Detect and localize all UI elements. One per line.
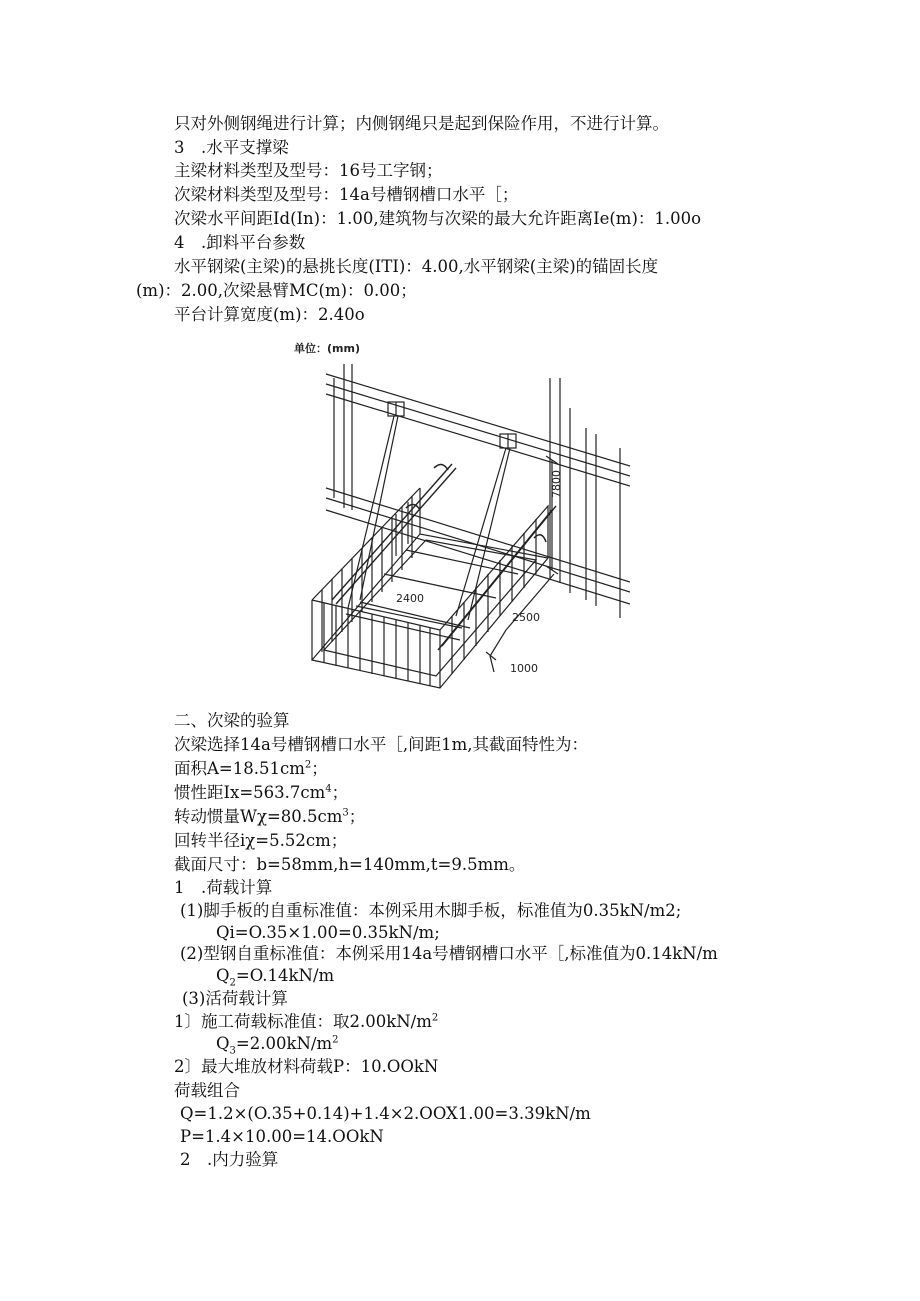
text-line: 次梁水平间距Id(In)：1.00,建筑物与次梁的最大允许距离Ie(m)：1.00o [174, 209, 702, 228]
section-heading-horizontal-beam: 3 .水平支撑梁 [174, 138, 289, 157]
platform-diagram [290, 338, 630, 698]
text-line: 2〕最大堆放材料荷载P：10.OOkN [174, 1057, 439, 1076]
subsection-heading-loads: 1 .荷载计算 [174, 878, 273, 897]
text-line: (3)活荷载计算 [182, 989, 288, 1008]
text-line: 次梁选择14a号槽钢槽口水平［,间距1m,其截面特性为： [174, 735, 588, 754]
section-heading-platform-params: 4 .卸料平台参数 [174, 233, 306, 252]
formula-line: P=1.4×10.00=14.OOkN [180, 1127, 384, 1146]
dimension-7800: 7800 [550, 470, 563, 498]
text-line: 回转半径iχ=5.52cm； [174, 831, 348, 850]
formula-line: Q=1.2×(O.35+0.14)+1.4×2.OOX1.00=3.39kN∕m [180, 1104, 591, 1123]
formula-line: $Q_3=2.00kN∕m^2$ [216, 1034, 339, 1057]
formula-line: Qi=O.35×1.00=0.35kN∕m; [216, 923, 440, 942]
text-line: 1〕施工荷载标准值：取$2.00kN∕m^2$ [174, 1012, 439, 1031]
dimension-2400: 2400 [396, 592, 424, 605]
text-line: 荷载组合 [174, 1081, 240, 1100]
dimension-2500: 2500 [512, 611, 540, 624]
subsection-heading-internal-force: 2 .内力验算 [180, 1150, 279, 1169]
text-line: 次梁材料类型及型号：14a号槽钢槽口水平［； [174, 185, 519, 204]
text-line: 水平钢梁(主梁)的悬挑长度(ITI)：4.00,水平钢梁(主梁)的锚固长度 [174, 257, 659, 276]
text-line: (2)型钢自重标准值：本例采用14a号槽钢槽口水平［,标准值为0.14kN/m [180, 944, 718, 963]
formula-line: $Q_2=O.14kN/m$ [216, 966, 335, 989]
text-line: 只对外侧钢绳进行计算；内侧钢绳只是起到保险作用，不进行计算。 [174, 114, 669, 133]
text-line: (m)：2.00,次梁悬臂MC(m)：0.00； [136, 281, 417, 300]
moment-arrows [406, 464, 546, 542]
text-line-modulus: 转动惯量$W\chi=80.5cm^3$； [174, 807, 366, 826]
text-line-area: 面积$A=18.51cm^2$； [174, 759, 328, 778]
text-line: (1)脚手板的自重标准值：本例采用木脚手板，标准值为0.35kN∕m2; [180, 901, 682, 920]
section-heading-secondary-beam: 二、次梁的验算 [174, 711, 290, 730]
text-line: 主梁材料类型及型号：16号工字钢； [174, 161, 443, 180]
dimension-1000: 1000 [510, 662, 538, 675]
text-line: 平台计算宽度(m)：2.40o [174, 305, 365, 324]
platform-cage [312, 488, 548, 688]
text-line-inertia: 惯性距$Ix=563.7cm^4$； [174, 783, 349, 802]
unit-label: 单位：(mm) [294, 342, 360, 355]
text-line: 截面尺寸：b=58mm,h=140mm,t=9.5mm。 [174, 855, 526, 874]
